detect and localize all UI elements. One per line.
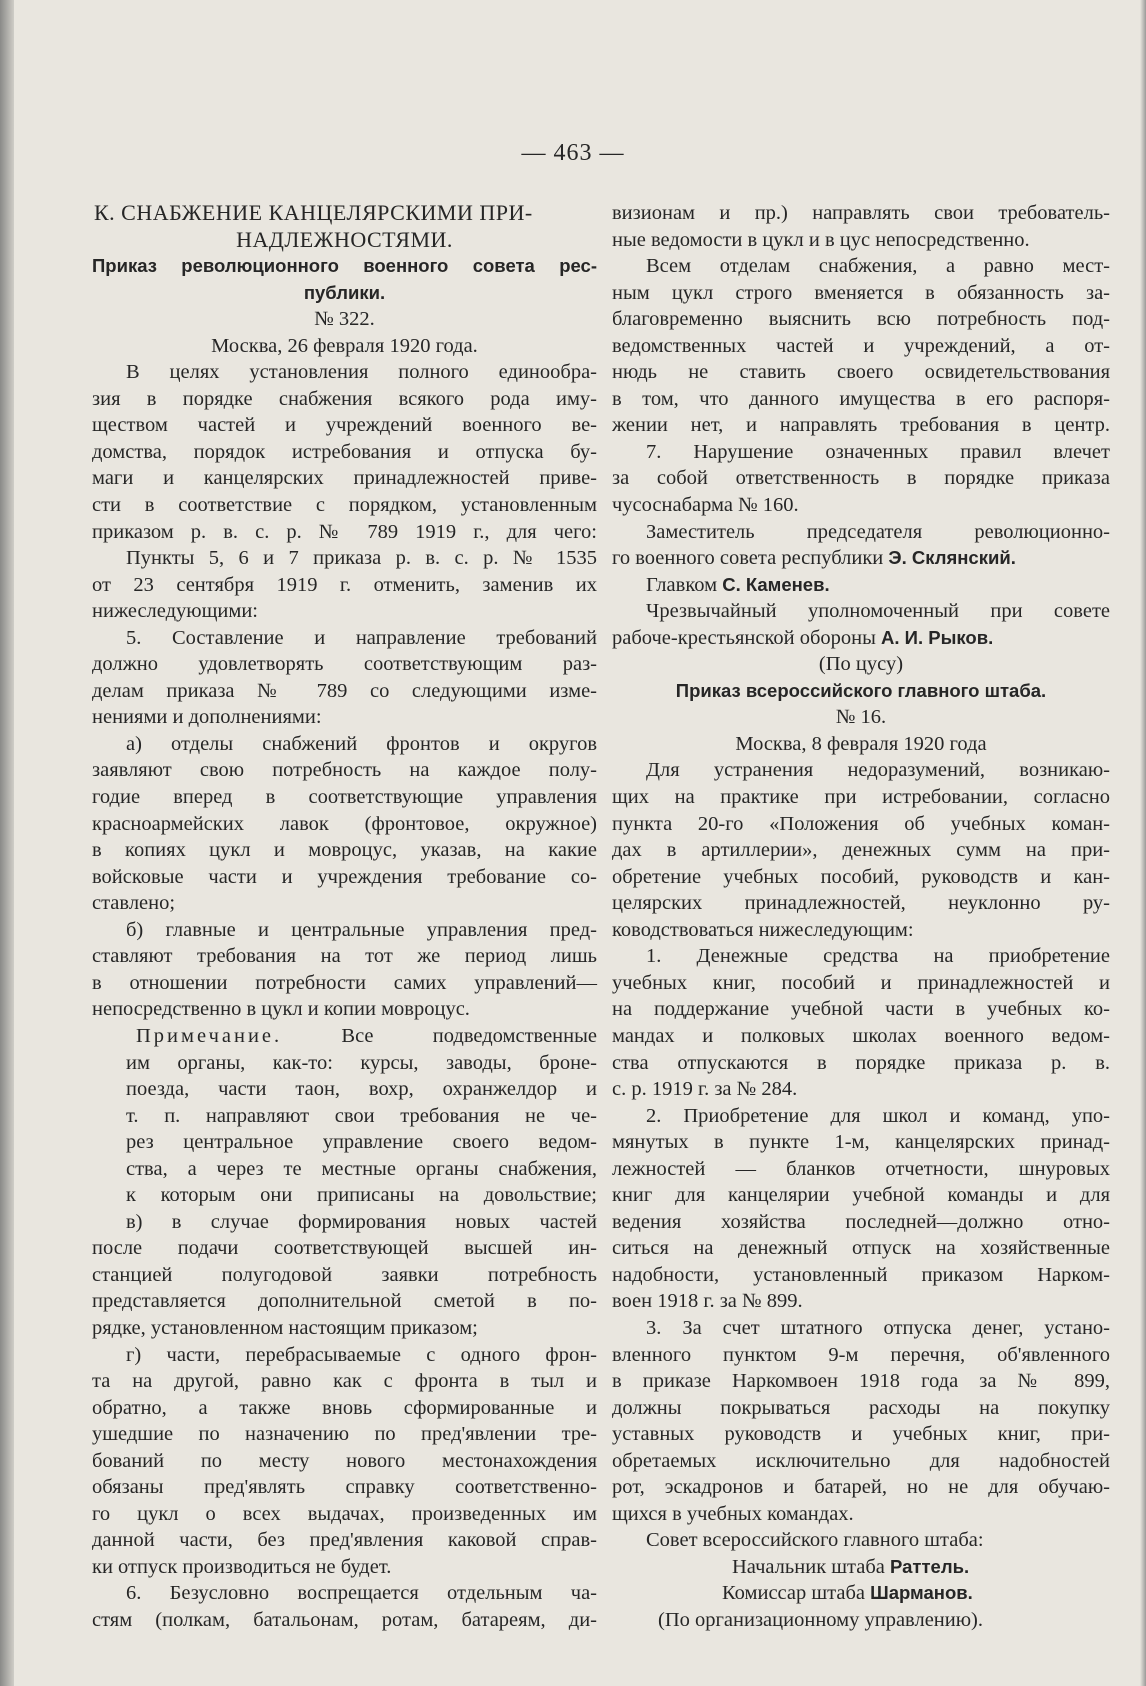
text-line: ства отпускаются в порядке приказа р. в. bbox=[612, 1051, 1110, 1074]
text-line: данной части, без пред'явления каковой справ- bbox=[92, 1529, 597, 1552]
commissar-text: Комиссар штаба bbox=[722, 1582, 865, 1605]
note-first-rest: Все подведомственные bbox=[341, 1024, 597, 1047]
point-5 bbox=[92, 625, 597, 731]
text-line: мандах и полковых школах военного ведом- bbox=[612, 1024, 1110, 1047]
point-6-continued bbox=[612, 200, 1110, 253]
text-line: ведомственных частей и учреждений, а от- bbox=[612, 334, 1110, 357]
text-line: Чрезвычайный уполномоченный при совете bbox=[646, 600, 1110, 623]
order-number: № 322. bbox=[314, 308, 375, 331]
text-line: учебных книг, пособий и принадлежностей и bbox=[612, 971, 1110, 994]
text-line: рядке, установленном настоящим приказом; bbox=[92, 1316, 478, 1339]
signature-deputy-name: Э. Склянский. bbox=[888, 547, 1016, 569]
text-line: 3. За счет штатного отпуска денег, устано- bbox=[646, 1316, 1110, 1339]
text-line: рез центральное управление своего ведом- bbox=[126, 1131, 597, 1154]
order2-point-1 bbox=[612, 943, 1110, 1102]
text-line: с. р. 1919 г. за № 284. bbox=[612, 1078, 798, 1101]
text-line: ставлено; bbox=[92, 892, 176, 915]
order-title-line-1: Приказ революционного военного совета рес- bbox=[92, 255, 597, 277]
text-line: ситься на денежный отпуск на хозяйственные bbox=[612, 1237, 1110, 1260]
text-line: ушедшие по назначению по пред'явлении тре- bbox=[92, 1423, 597, 1446]
point-6 bbox=[92, 1580, 597, 1633]
paragraph-points bbox=[92, 545, 597, 625]
text-line: ным цукл строго вменяется в обязанность за- bbox=[612, 281, 1110, 304]
text-line: ные ведомости в цукл и в цус непосредственно. bbox=[612, 228, 1030, 251]
text-line: 5. Составление и направление требований bbox=[126, 626, 597, 649]
text-line: 1. Денежные средства на приобретение bbox=[646, 945, 1110, 968]
text-line: целярских принадлежностей, неуклонно ру- bbox=[612, 892, 1110, 915]
text-line: мянутых в пункте 1-м, канцелярских принад- bbox=[612, 1131, 1110, 1154]
text-line: годие вперед в соответствующие управления bbox=[92, 786, 597, 809]
text-line: заявляют свою потребность на каждое полу- bbox=[92, 759, 597, 782]
text-line: книг для канцелярии учебной команды и для bbox=[612, 1184, 1110, 1207]
text-line: приказом р. в. с. р. № 789 1919 г., для чего: bbox=[92, 520, 597, 543]
chief-of-staff-name: Раттель. bbox=[890, 1555, 970, 1577]
point-5b bbox=[92, 917, 597, 1023]
text-line: 7. Нарушение означенных правил влечет bbox=[646, 440, 1110, 463]
text-line: нижеследующими: bbox=[92, 600, 258, 623]
point-5g bbox=[92, 1342, 597, 1581]
page-number: — 463 — bbox=[521, 140, 625, 166]
text-line: красноармейских лавок (фронтовое, окружное) bbox=[92, 812, 597, 835]
text-line: ства, а через те местные органы снабжения, bbox=[126, 1157, 597, 1180]
order2-title: Приказ всероссийского главного штаба. bbox=[675, 679, 1047, 701]
text-line: в отношении потребности самих управлений— bbox=[92, 971, 597, 994]
text-line: Пункты 5, 6 и 7 приказа р. в. с. р. № 1535 bbox=[126, 547, 597, 570]
text-line: Всем отделам снабжения, а равно мест- bbox=[646, 255, 1110, 278]
text-line: непосредственно в цукл и копии мовроцус. bbox=[92, 998, 470, 1021]
text-line: дах в артиллерии», денежных сумм на при- bbox=[612, 839, 1110, 862]
text-line: вленного пунктом 9-м перечня, об'явленного bbox=[612, 1343, 1110, 1366]
text-line: надобности, установленный приказом Нарком- bbox=[612, 1263, 1110, 1286]
section-heading-line-2: НАДЛЕЖНОСТЯМИ. bbox=[236, 226, 453, 252]
text-line: войсковые части и учреждения требование со- bbox=[92, 865, 597, 888]
text-line: в) в случае формирования новых частей bbox=[126, 1210, 597, 1233]
order2-place-date: Москва, 8 февраля 1920 года bbox=[735, 732, 987, 755]
page-binding-shadow-left bbox=[0, 0, 14, 1686]
left-column bbox=[92, 200, 597, 1634]
text-line: им органы, как-то: курсы, заводы, броне- bbox=[126, 1051, 597, 1074]
order-title-line-2: публики. bbox=[303, 281, 386, 303]
text-line: обретение учебных пособий, руководств и кан- bbox=[612, 865, 1110, 888]
text-line: станцией полугодовой заявки потребность bbox=[92, 1263, 597, 1286]
note-first-line bbox=[92, 1023, 597, 1050]
signature-deputy bbox=[612, 519, 1110, 572]
text-line: 6. Безусловно воспрещается отдельным ча- bbox=[126, 1582, 597, 1605]
text-line: ведения хозяйства последней—должно отно- bbox=[612, 1210, 1110, 1233]
text-line: визионам и пр.) направлять свои требователь- bbox=[612, 202, 1110, 224]
signature-deputy-line-2 bbox=[612, 545, 1110, 572]
text-line: за собой ответственность в порядке приказа bbox=[612, 467, 1110, 490]
text-line: та на другой, равно как с фронта в тыл и bbox=[92, 1370, 597, 1393]
text-line: должно удовлетворять соответствующим раз- bbox=[92, 653, 597, 676]
text-line: щихся в учебных командах. bbox=[612, 1502, 854, 1525]
text-line: щих на практике при истребовании, согласно bbox=[612, 786, 1110, 809]
chief-of-staff-text: Начальник штаба bbox=[732, 1555, 885, 1578]
signature-glavkom-text: Главком bbox=[646, 573, 718, 596]
source-note-2: (По организационному управлению). bbox=[658, 1608, 984, 1631]
commissar-name: Шарманов. bbox=[870, 1582, 973, 1604]
text-line: ставляют требования на тот же период лишь bbox=[92, 945, 597, 968]
signature-glavkom-name: С. Каменев. bbox=[722, 573, 830, 595]
signature-chief-of-staff bbox=[612, 1554, 1110, 1581]
source-note-1: (По цусу) bbox=[818, 653, 904, 676]
text-line: обратно, а также вновь сформированные и bbox=[92, 1396, 597, 1419]
text-line: Заместитель председателя революционно- bbox=[646, 520, 1110, 543]
text-line: лежностей — бланков отчетности, шнуровых bbox=[612, 1157, 1110, 1180]
text-line: пункта 20-го «Положения об учебных коман- bbox=[612, 812, 1110, 835]
text-line: делам приказа № 789 со следующими изме- bbox=[92, 679, 597, 702]
order2-number: № 16. bbox=[835, 706, 887, 729]
point-5v bbox=[92, 1209, 597, 1342]
text-line: го цукл о всех выдачах, произведенных им bbox=[92, 1502, 597, 1525]
text-line: после подачи соответствующей высшей ин- bbox=[92, 1237, 597, 1260]
signature-deputy-text: го военного совета республики bbox=[612, 547, 884, 570]
text-line: маги и канцелярских принадлежностей приве- bbox=[92, 467, 597, 490]
section-heading-line-1: К. СНАБЖЕНИЕ КАНЦЕЛЯРСКИМИ ПРИ- bbox=[94, 200, 533, 225]
order2-point-3 bbox=[612, 1315, 1110, 1527]
signature-rykov-name: А. И. Рыков. bbox=[881, 626, 994, 648]
text-line: представляется дополнительной сметой в по- bbox=[92, 1290, 597, 1313]
text-line: благовременно выяснить всю потребность под- bbox=[612, 308, 1110, 331]
text-line: ки отпуск производиться не будет. bbox=[92, 1555, 392, 1578]
paragraph-intro bbox=[92, 359, 597, 545]
page-binding-shadow-right bbox=[1140, 0, 1146, 1686]
text-line: чусоснабарма № 160. bbox=[612, 494, 799, 517]
order-place-date: Москва, 26 февраля 1920 года. bbox=[211, 334, 478, 357]
text-line: В целях установления полного единообра- bbox=[126, 361, 597, 384]
order2-point-2 bbox=[612, 1103, 1110, 1315]
text-line: рот, эскадронов и батарей, но не для обучаю- bbox=[612, 1476, 1110, 1499]
signature-rykov-text: рабоче-крестьянской обороны bbox=[612, 626, 876, 649]
point-5a bbox=[92, 731, 597, 917]
text-line: должны покрываться расходы на покупку bbox=[612, 1396, 1110, 1419]
signature-rykov-line-2 bbox=[612, 625, 1110, 652]
text-line: сти в соответствие с порядком, установленным bbox=[92, 494, 597, 517]
note-label: Примечание. bbox=[136, 1024, 283, 1047]
note bbox=[92, 1023, 597, 1209]
text-line: нениями и дополнениями: bbox=[92, 706, 322, 729]
text-line: нюдь не ставить своего освидетельствования bbox=[612, 361, 1110, 384]
text-line: зия в порядке снабжения всякого рода иму- bbox=[92, 387, 597, 410]
text-line: а) отделы снабжений фронтов и округов bbox=[126, 732, 597, 755]
text-line: к которым они приписаны на довольствие; bbox=[126, 1184, 597, 1207]
council-line: Совет всероссийского главного штаба: bbox=[646, 1529, 984, 1552]
text-line: стям (полкам, батальонам, ротам, батареям, ди- bbox=[92, 1608, 597, 1631]
text-line: в копиях цукл и мовроцус, указав, на какие bbox=[92, 839, 597, 862]
text-line: в том, что данного имущества в его распоря- bbox=[612, 387, 1110, 410]
text-line: обретаемых исключительно для надобностей bbox=[612, 1449, 1110, 1472]
text-line: Для устранения недоразумений, возникаю- bbox=[646, 759, 1110, 782]
text-line: т. п. направляют свои требования не че- bbox=[126, 1104, 597, 1127]
text-line: воен 1918 г. за № 899. bbox=[612, 1290, 803, 1313]
text-line: в приказе Наркомвоен 1918 года за № 899, bbox=[612, 1370, 1110, 1393]
text-line: б) главные и центральные управления пред- bbox=[126, 918, 597, 941]
text-line: ководствоваться нижеследующим: bbox=[612, 918, 914, 941]
point-7 bbox=[612, 439, 1110, 519]
text-line: ществом частей и учреждений военного ве- bbox=[92, 414, 597, 437]
text-line: от 23 сентября 1919 г. отменить, заменив их bbox=[92, 573, 597, 596]
signature-glavkom bbox=[612, 572, 1110, 599]
text-line: уставных руководств и учебных книг, при- bbox=[612, 1423, 1110, 1446]
right-column bbox=[612, 200, 1110, 1634]
text-line: бований по месту нового местонахождения bbox=[92, 1449, 597, 1472]
order2-intro bbox=[612, 757, 1110, 943]
signature-commissar bbox=[612, 1580, 1110, 1607]
text-line: г) части, перебрасываемые с одного фрон- bbox=[126, 1343, 597, 1366]
text-line: на поддержание учебной части в учебных ко- bbox=[612, 998, 1110, 1021]
text-line: поезда, части таон, вохр, охранжелдор и bbox=[126, 1078, 597, 1101]
text-line: 2. Приобретение для школ и команд, упо- bbox=[646, 1104, 1110, 1127]
text-line: обязаны пред'являть справку соответственно- bbox=[92, 1476, 597, 1499]
text-line: жении нет, и направлять требования в центр. bbox=[612, 414, 1110, 437]
signature-rykov bbox=[612, 598, 1110, 651]
text-line: домства, порядок истребования и отпуска бу- bbox=[92, 440, 597, 463]
all-departments-paragraph bbox=[612, 253, 1110, 439]
